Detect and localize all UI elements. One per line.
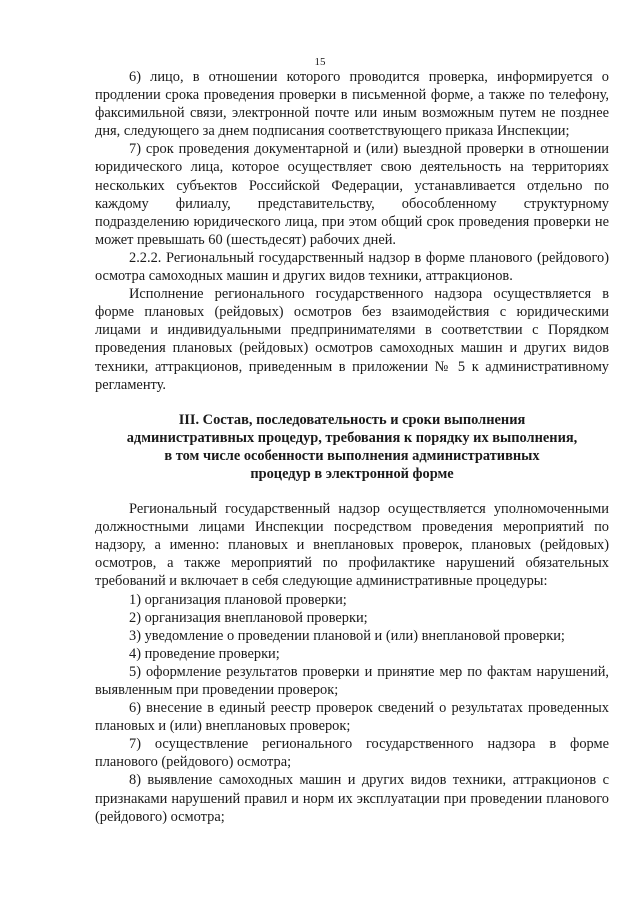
paragraph: 7) осуществление регионального государственного надзора в форме планового (рейдового) осмотра; (95, 736, 609, 771)
paragraph: 7) срок проведения документарной и (или) выездной проверки в отношении юридического лица, которое осуществляет свою деятельность на территориях нескольких субъектов Российской Федерации, устанавливается отдельно по каждому филиалу, представительству, обособленному структурному подразделению юридического лица, при этом общий срок проведения проверки не может превышать 60 (шестьдесят) рабочих дней. (95, 141, 609, 248)
document-body (95, 68, 609, 826)
paragraph: Исполнение регионального государственного надзора осуществляется в форме плановых (рейдовых) осмотров без взаимодействия с юридическими лицами и индивидуальными предпринимателями в соответствии с Порядком проведения плановых (рейдовых) осмотров самоходных машин и других видов техники, аттракционов, приведенным в приложении № 5 к административному регламенту. (95, 286, 609, 393)
paragraph: 3) уведомление о проведении плановой и (или) внеплановой проверки; (129, 627, 565, 644)
section-before-heading (95, 68, 609, 394)
section-after-heading (95, 500, 609, 826)
spacer (95, 483, 609, 500)
heading-line: административных процедур, требования к порядку их выполнения, (126, 429, 578, 446)
paragraph: Региональный государственный надзор осуществляется уполномоченными должностными лицами Инспекции посредством проведения мероприятий по надзору, а именно: плановых и внеплановых проверок, плановых (рейдовых) осмотров, а также мероприятий по профилактике нарушений обязательных требований и включает в себя следующие административные процедуры: (95, 501, 609, 590)
paragraph: 4) проведение проверки; (129, 645, 280, 662)
paragraph: 8) выявление самоходных машин и других видов техники, аттракционов с признаками нарушений правил и норм их эксплуатации при проведении планового (рейдового) осмотра; (95, 772, 609, 825)
section-heading (95, 411, 609, 483)
paragraph: 5) оформление результатов проверки и принятие мер по фактам нарушений, выявленным при проведении проверок; (95, 663, 609, 698)
paragraph: 6) лицо, в отношении которого проводится проверка, информируется о продлении срока проведения проверки в письменной форме, а также по телефону, факсимильной связи, электронной почте или иным возможным путем не позднее дня, следующего за днем подписания соответствующего приказа Инспекции; (95, 69, 609, 140)
paragraph: 1) организация плановой проверки; (129, 591, 347, 608)
heading-line: III. Состав, последовательность и сроки выполнения (178, 411, 526, 428)
spacer (95, 394, 609, 411)
page-number: 15 (314, 56, 326, 68)
paragraph: 6) внесение в единый реестр проверок сведений о результатах проведенных плановых и (или) внеплановых проверок; (95, 700, 609, 735)
paragraph: 2) организация внеплановой проверки; (129, 609, 368, 626)
heading-line: процедур в электронной форме (250, 465, 454, 482)
paragraph: 2.2.2. Региональный государственный надзор в форме планового (рейдового) осмотра самоходных машин и других видов техники, аттракционов. (95, 249, 609, 285)
heading-line: в том числе особенности выполнения административных (164, 447, 540, 464)
